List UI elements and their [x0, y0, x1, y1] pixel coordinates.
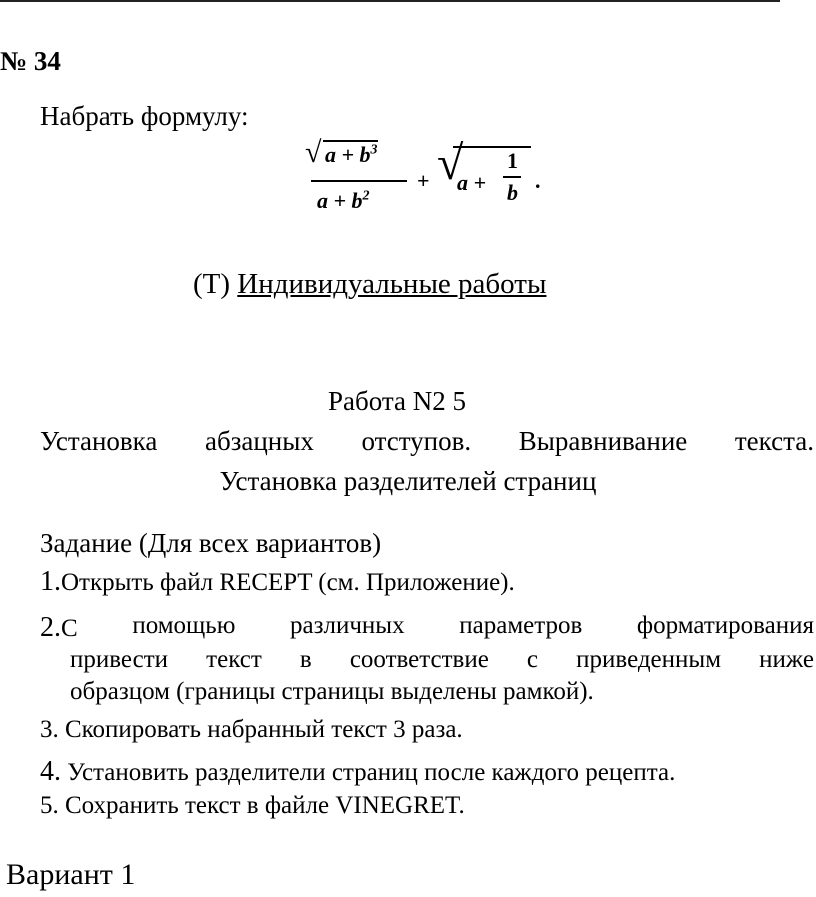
variant-heading: Вариант 1 — [6, 858, 136, 891]
sqrt-symbol-large: √ — [437, 137, 464, 190]
root-term: a + — [457, 170, 487, 195]
task-heading: Задание (Для всех вариантов) — [40, 528, 382, 558]
fraction-bar — [311, 180, 407, 182]
instruction-text: Набрать формулу: — [40, 101, 249, 131]
formula-plus: + — [417, 168, 430, 193]
sqrt-symbol: √ — [305, 136, 322, 169]
formula-root: √ a + 1 b — [437, 142, 533, 212]
work-title-line2: Установка разделителей страниц — [219, 466, 597, 496]
list-item-continuation: привести текст в соответствие с приведенным ниже — [70, 646, 814, 673]
formula-end: . — [535, 168, 541, 193]
top-rule — [0, 0, 780, 2]
list-item: 1.Открыть файл RECEPT (см. Приложение). — [40, 566, 515, 597]
list-item: 2.С помощью различных параметров форматирования — [40, 612, 814, 643]
formula — [305, 136, 545, 222]
problem-number: № 34 — [0, 46, 61, 76]
list-item-continuation: образцом (границы страницы выделены рамкой). — [70, 678, 594, 705]
work-number: Работа N2 5 — [328, 386, 466, 416]
sqrt-radicand: $a + b^3$ — [325, 142, 378, 167]
work-title-line1: Установка абзацных отступов. Выравнивание текста. — [40, 426, 814, 456]
formula-denominator: $a + b^2$ — [317, 188, 370, 213]
list-item: 3. Скопировать набранный текст 3 раза. — [40, 716, 463, 743]
list-item: 5. Сохранить текст в файле VINEGRET. — [40, 792, 465, 819]
root-overline — [453, 146, 531, 148]
list-item: 4. Установить разделители страниц после каждого рецепта. — [40, 756, 676, 787]
section-title: (Т) Индивидуальные работы — [193, 268, 547, 300]
